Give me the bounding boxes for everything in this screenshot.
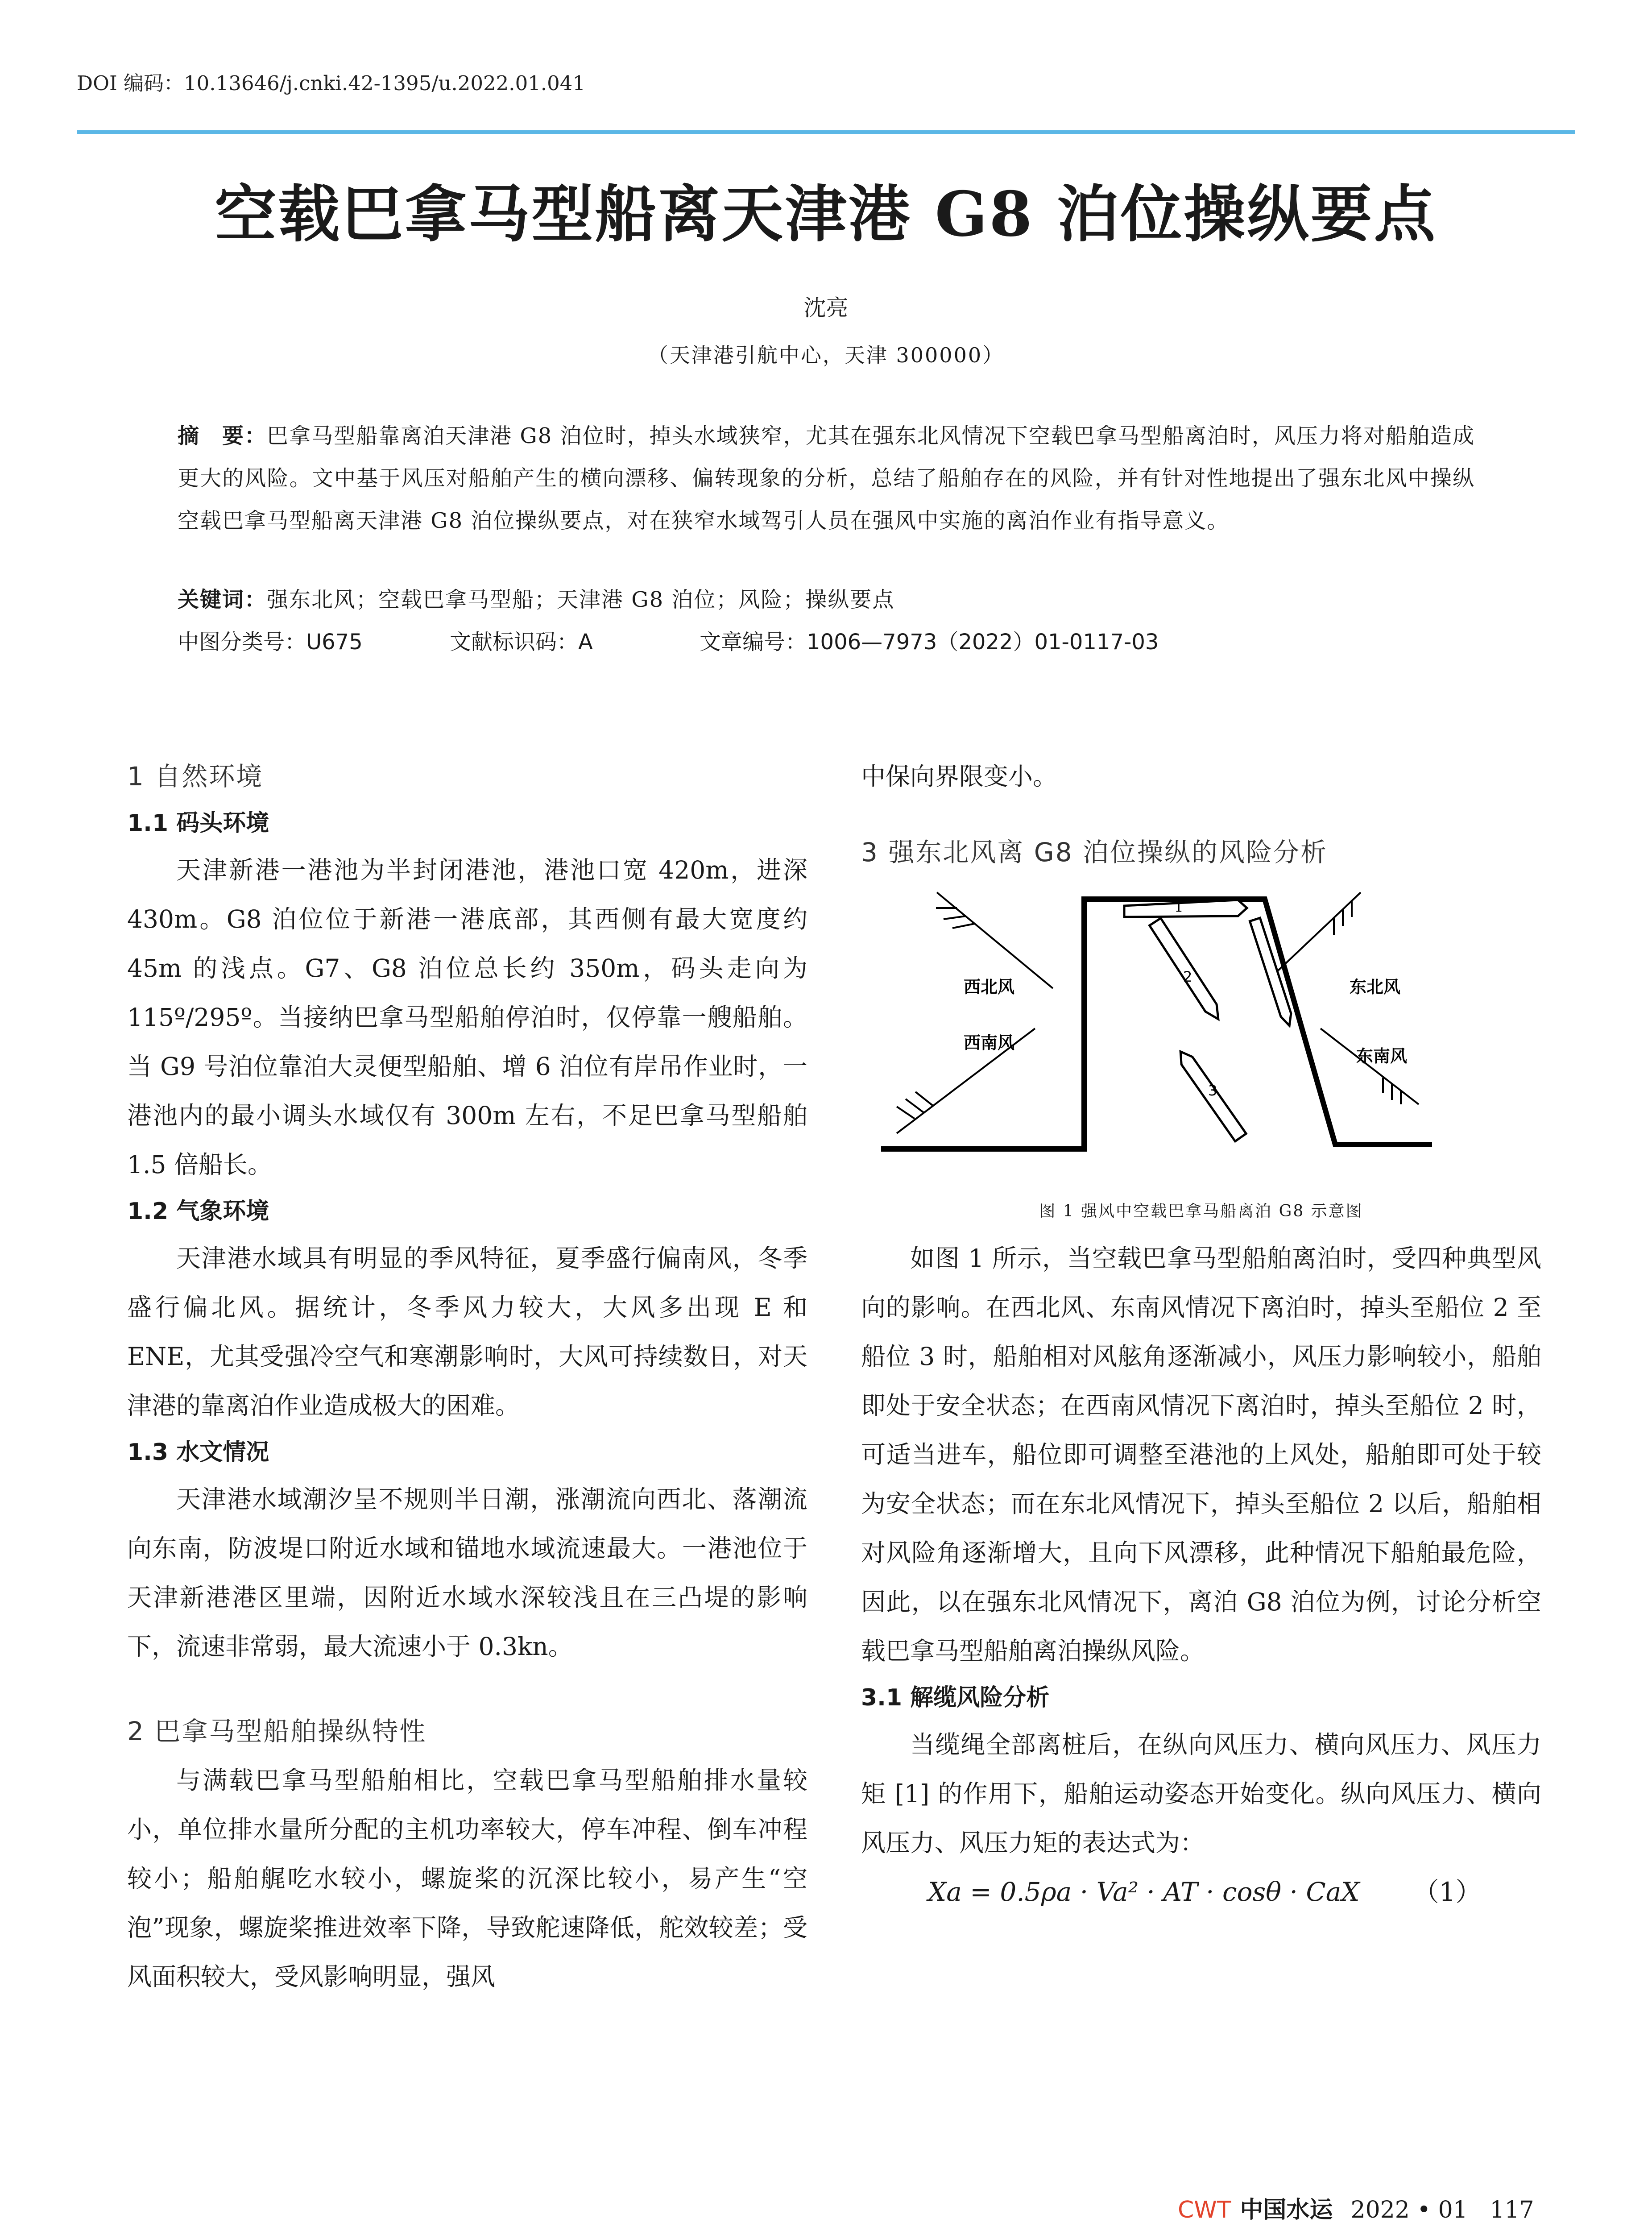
wind-arrow-ne — [1278, 892, 1361, 970]
paragraph: 当缆绳全部离桩后，在纵向风压力、横向风压力、风压力矩 [1] 的作用下，船舶运动姿态开始变化。纵向风压力、横向风压力、风压力矩的表达式为： — [861, 1730, 1542, 1857]
subsection-heading: 1.3 水文情况 — [127, 1439, 269, 1466]
paragraph: 天津新港一港池为半封闭港池，港池口宽 420m，进深 430m。G8 泊位位于新港一港底部，其西侧有最大宽度约 45m 的浅点。G7、G8 泊位总长约 350m，码头走向为 115º/295º。当接纳巴拿马型船舶停泊时，仅停靠一艘船舶。当 G9 号泊位靠泊大灵便型船舶、增 6 泊位有岸吊作业时，一港池内的最小调头水域仅有 300m 左右，不足巴拿马型船舶 1.5 倍船长。 — [127, 856, 807, 1179]
article-number: 文章编号：1006—7973（2022）01-0117-03 — [700, 630, 1159, 655]
wind-label-nw: 西北风 — [964, 977, 1015, 997]
paragraph: 与满载巴拿马型船舶相比，空载巴拿马型船舶排水量较小，单位排水量所分配的主机功率较大，停车冲程、倒车冲程较小；船舶艉吃水较小，螺旋桨的沉深比较小，易产生“空泡”现象，螺旋桨推进效率下降，导致舵速降低，舵效较差；受风面积较大，受风影响明显，强风 — [127, 1766, 807, 1991]
cwt-logo: CWT — [1178, 2197, 1231, 2223]
position-label-2: 2 — [1183, 968, 1192, 985]
page-footer — [1178, 2191, 1534, 2224]
issue: 2022 • 01 — [1350, 2197, 1468, 2223]
subsection-heading: 3.1 解缆风险分析 — [861, 1684, 1050, 1711]
abstract-text: 巴拿马型船靠离泊天津港 G8 泊位时，掉头水域狭窄，尤其在强东北风情况下空载巴拿马型船离泊时，风压力将对船舶造成更大的风险。文中基于风压对船舶产生的横向漂移、偏转现象的分析，总结了船舶存在的风险，并有针对性地提出了强东北风中操纵空载巴拿马型船离天津港 G8 泊位操纵要点，对在狭窄水域驾引人员在强风中实施的离泊作业有指导意义。 — [178, 423, 1475, 533]
clc-number: 中图分类号：U675 — [178, 630, 363, 655]
right-column — [861, 752, 1541, 1916]
paragraph: 如图 1 所示，当空载巴拿马型船舶离泊时，受四种典型风向的影响。在西北风、东南风情况下离泊时，掉头至船位 2 至船位 3 时，船舶相对风舷角逐渐减小，风压力影响较小，船舶即处于安全状态；在西南风情况下离泊时，掉头至船位 2 时，可适当进车，船位即可调整至港池的上风处，船舶即可处于较为安全状态；而在东北风情况下，掉头至船位 2 以后，船舶相对风险角逐渐增大，且向下风漂移，此种情况下船舶最危险，因此，以在强东北风情况下，离泊 G8 泊位为例，讨论分析空载巴拿马型船舶离泊操纵风险。 — [861, 1244, 1541, 1665]
section-heading: 3 强东北风离 G8 泊位操纵的风险分析 — [861, 837, 1328, 867]
section-heading: 2 巴拿马型船舶操纵特性 — [127, 1716, 427, 1746]
affiliation: （天津港引航中心，天津 300000） — [647, 343, 1005, 367]
wind-label-ne: 东北风 — [1350, 977, 1401, 997]
formula-1 — [861, 1867, 1541, 1916]
journal-name: 中国水运 — [1240, 2196, 1333, 2223]
abstract-label: 摘 要： — [178, 423, 267, 448]
wind-arrow-nw — [936, 892, 1053, 988]
position-label-1: 1 — [1175, 900, 1183, 915]
formula-expression: Xa = 0.5ρa · Va² · AT · cosθ · CaX — [928, 1877, 1360, 1907]
wind-label-se: 东南风 — [1356, 1046, 1408, 1066]
left-column — [127, 752, 807, 2001]
paragraph: 天津港水域潮汐呈不规则半日潮，涨潮流向西北、落潮流向东南，防波堤口附近水域和锚地水域流速最大。一港池位于天津新港港区里端，因附近水域水深较浅且在三凸堤的影响下，流速非常弱，最大流速小于 0.3kn。 — [127, 1485, 807, 1661]
position-label-3: 3 — [1208, 1082, 1217, 1099]
keywords — [178, 582, 894, 613]
paragraph-continuation: 中保向界限变小。 — [861, 762, 1058, 791]
section-heading: 1 自然环境 — [127, 761, 264, 792]
figure-berth-diagram — [861, 881, 1541, 1194]
wind-arrow-se — [1321, 1028, 1419, 1104]
page-number: 117 — [1490, 2197, 1534, 2223]
author: 沈亮 — [803, 295, 849, 321]
doi-line: DOI 编码：10.13646/j.cnki.42-1395/u.2022.01.041 — [77, 71, 586, 95]
keywords-text: 强东北风；空载巴拿马型船；天津港 G8 泊位；风险；操纵要点 — [267, 587, 895, 612]
classification-line — [178, 625, 1159, 655]
paper-title: 空载巴拿马型船离天津港 G8 泊位操纵要点 — [215, 178, 1437, 250]
subsection-heading: 1.2 气象环境 — [127, 1198, 269, 1225]
formula-number: （1） — [1413, 1877, 1482, 1907]
ship-position-1 — [1124, 900, 1247, 917]
document-code: 文献标识码：A — [450, 630, 593, 655]
wind-label-sw: 西南风 — [964, 1033, 1015, 1053]
abstract — [178, 415, 1475, 542]
berth-diagram-svg — [861, 881, 1541, 1194]
figure-caption: 图 1 强风中空载巴拿马船离泊 G8 示意图 — [1039, 1202, 1363, 1220]
keywords-label: 关键词： — [178, 587, 267, 612]
header-rule — [77, 130, 1575, 134]
subsection-heading: 1.1 码头环境 — [127, 810, 269, 837]
paragraph: 天津港水域具有明显的季风特征，夏季盛行偏南风，冬季盛行偏北风。据统计，冬季风力较大，大风多出现 E 和 ENE，尤其受强冷空气和寒潮影响时，大风可持续数日，对天津港的靠离泊作业造成极大的困难。 — [127, 1244, 807, 1420]
